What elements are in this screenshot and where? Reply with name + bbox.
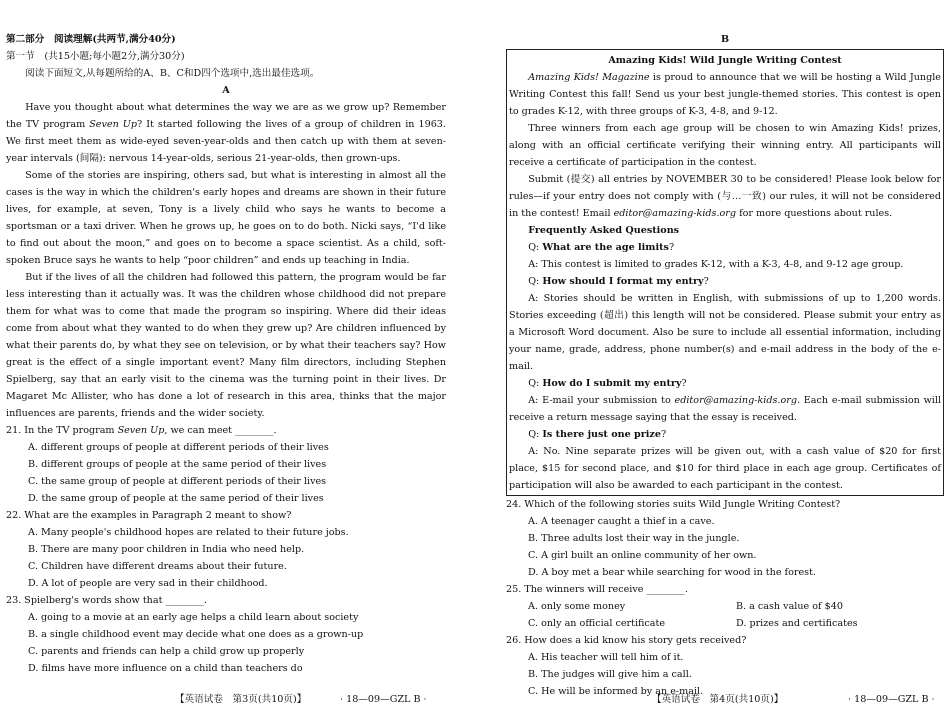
passage-a-paragraph-2: Some of the stories are inspiring, others sad, but what is interesting in almost all the cases is the way in which the children's early hopes and dreams are shown in their future lives, for example, at seven, Tony is a lively child who says he wants to become a sportsman or a taxi driver. When he grows up, he goes on to do both. Nicki says, “I'd like to find out about the moon,” and goes on to become a space scientist. As a child, soft-spoken Bruce says he wants to help “poor children” and ends up teaching in India. [6, 170, 446, 266]
left-footer-code: · 18—09—GZL B · [340, 694, 427, 705]
option-c: C. the same group of people at different periods of their lives [28, 476, 327, 487]
option-b: B. a cash value of $40 [736, 601, 843, 612]
faq-question: Q: What are the age limits? [528, 242, 675, 253]
question-stem: 25. The winners will receive ________. [506, 584, 688, 595]
left-footer-page: 【英语试卷 第3页(共10页)】 [175, 694, 307, 705]
option-c: C. parents and friends can help a child grow up properly [28, 646, 305, 657]
question-stem: 21. In the TV program Seven Up, we can meet ________. [6, 425, 277, 436]
faq-answer: A: Stories should be written in English, with submissions of up to 1,200 words. Stories exceeding (超出) this length will not be considered. Please submit your entry as a Microsoft Word document. Also be sure to include all essential information, including your name, grade, address, phone number(s) and e-mail address in the body of the e-mail. [509, 293, 941, 372]
instructions: 阅读下面短文,从每题所给的A、B、C和D四个选项中,选出最佳选项。 [25, 68, 320, 79]
passage-b-label: B [720, 34, 730, 45]
option-a: A. different groups of people at different periods of their lives [28, 442, 329, 453]
option-a: A. Many people's childhood hopes are related to their future jobs. [28, 527, 349, 538]
right-footer-code: · 18—09—GZL B · [848, 694, 935, 705]
option-c: C. He will be informed by an e-mail. [528, 686, 704, 697]
option-d: D. A lot of people are very sad in their childhood. [28, 578, 268, 589]
option-c: C. only an official certificate [528, 618, 666, 629]
option-a: A. going to a movie at an early age helps a child learn about society [28, 612, 359, 623]
question-26 [506, 632, 944, 700]
option-d: D. films have more influence on a child than teachers do [28, 663, 303, 674]
question-stem: 26. How does a kid know his story gets received? [506, 635, 747, 646]
option-a: A. only some money [528, 601, 626, 612]
right-column [506, 31, 944, 700]
option-d: D. the same group of people at the same period of their lives [28, 493, 324, 504]
contest-title: Amazing Kids! Wild Jungle Writing Contest [608, 55, 842, 66]
faq-question: Q: Is there just one prize? [528, 429, 667, 440]
question-23 [6, 592, 446, 677]
section-heading: 第一节 (共15小题;每小题2分,满分30分) [6, 51, 185, 62]
question-22 [6, 507, 446, 592]
passage-a-paragraph-1: Have you thought about what determines the way we are as we grow up? Remember the TV program Seven Up? It started following the lives of a group of children in 1963. We first meet them as wide-eyed seven-year-olds and then catch up with them at seven-year intervals (间隔): nervous 14-year-olds, serious 21-year-olds, then grown-ups. [6, 102, 446, 164]
option-b: B. Three adults lost their way in the jungle. [528, 533, 740, 544]
question-stem: 24. Which of the following stories suits Wild Jungle Writing Contest? [506, 499, 841, 510]
option-row [506, 598, 944, 615]
option-b: B. The judges will give him a call. [528, 669, 692, 680]
faq-question: Q: How do I submit my entry? [528, 378, 687, 389]
faq-question: Q: How should I format my entry? [528, 276, 709, 287]
option-d: D. prizes and certificates [736, 618, 858, 629]
option-b: B. There are many poor children in India who need help. [28, 544, 305, 555]
option-b: B. different groups of people at the same period of their lives [28, 459, 327, 470]
contest-notice-box [506, 49, 944, 496]
option-b: B. a single childhood event may decide what one does as a grown-up [28, 629, 364, 640]
faq-answer: A: E-mail your submission to editor@amazing-kids.org. Each e-mail submission will receive a return message saying that the essay is received. [509, 395, 942, 423]
faq-answer: A: This contest is limited to grades K-12, with a K-3, 4-8, and 9-12 age group. [528, 259, 904, 270]
option-a: A. His teacher will tell him of it. [528, 652, 684, 663]
contest-paragraph-2: Three winners from each age group will be chosen to win Amazing Kids! prizes, along with an official certificate verifying their winning entry. All participants will receive a certificate of participation in the contest. [509, 123, 941, 168]
passage-a-label: A [222, 85, 230, 96]
option-c: C. Children have different dreams about their future. [28, 561, 287, 572]
question-24 [506, 496, 944, 581]
question-21 [6, 422, 446, 507]
faq-answer: A: No. Nine separate prizes will be given out, with a cash value of $20 for first place, $15 for second place, and $10 for third place in each age group. Certificates of participation will also be awarded to each participant in the contest. [509, 446, 941, 491]
faq-title: Frequently Asked Questions [528, 225, 680, 236]
option-c: C. A girl built an online community of her own. [528, 550, 757, 561]
part-heading: 第二部分 阅读理解(共两节,满分40分) [6, 34, 176, 45]
right-footer-page: 【英语试卷 第4页(共10页)】 [652, 694, 784, 705]
question-stem: 22. What are the examples in Paragraph 2 meant to show? [6, 510, 292, 521]
contest-paragraph-3: Submit (提交) all entries by NOVEMBER 30 to be considered! Please look below for rules—if your entry does not comply with (与…一致) our rules, it will not be considered in the contest! Email editor@amazing-kids.org for more questions about rules. [509, 174, 941, 219]
left-column [6, 31, 446, 677]
contest-paragraph-1: Amazing Kids! Magazine is proud to announce that we will be hosting a Wild Jungle Writing Contest this fall! Send us your best jungle-themed stories. This contest is open to grades K-12, with three groups of K-3, 4-8, and 9-12. [509, 72, 941, 117]
question-25 [506, 581, 944, 632]
question-stem: 23. Spielberg's words show that ________. [6, 595, 207, 606]
option-d: D. A boy met a bear while searching for wood in the forest. [528, 567, 816, 578]
option-a: A. A teenager caught a thief in a cave. [528, 516, 715, 527]
option-row [506, 615, 944, 632]
passage-a-paragraph-3: But if the lives of all the children had followed this pattern, the program would be far less interesting than it actually was. It was the children whose childhood did not prepare them for what was to come that made the program so inspiring. Where did their ideas come from about what they wanted to do when they grew up? Are children influenced by what their parents do, by what they see on television, or by what their teachers say? How great is the effect of a single important event? Many film directors, including Stephen Spielberg, say that an early visit to the cinema was the turning point in their lives. Dr Magaret Mc Allister, who has done a lot of research in this area, thinks that the major influences are parents, friends and the wider society. [6, 272, 446, 419]
